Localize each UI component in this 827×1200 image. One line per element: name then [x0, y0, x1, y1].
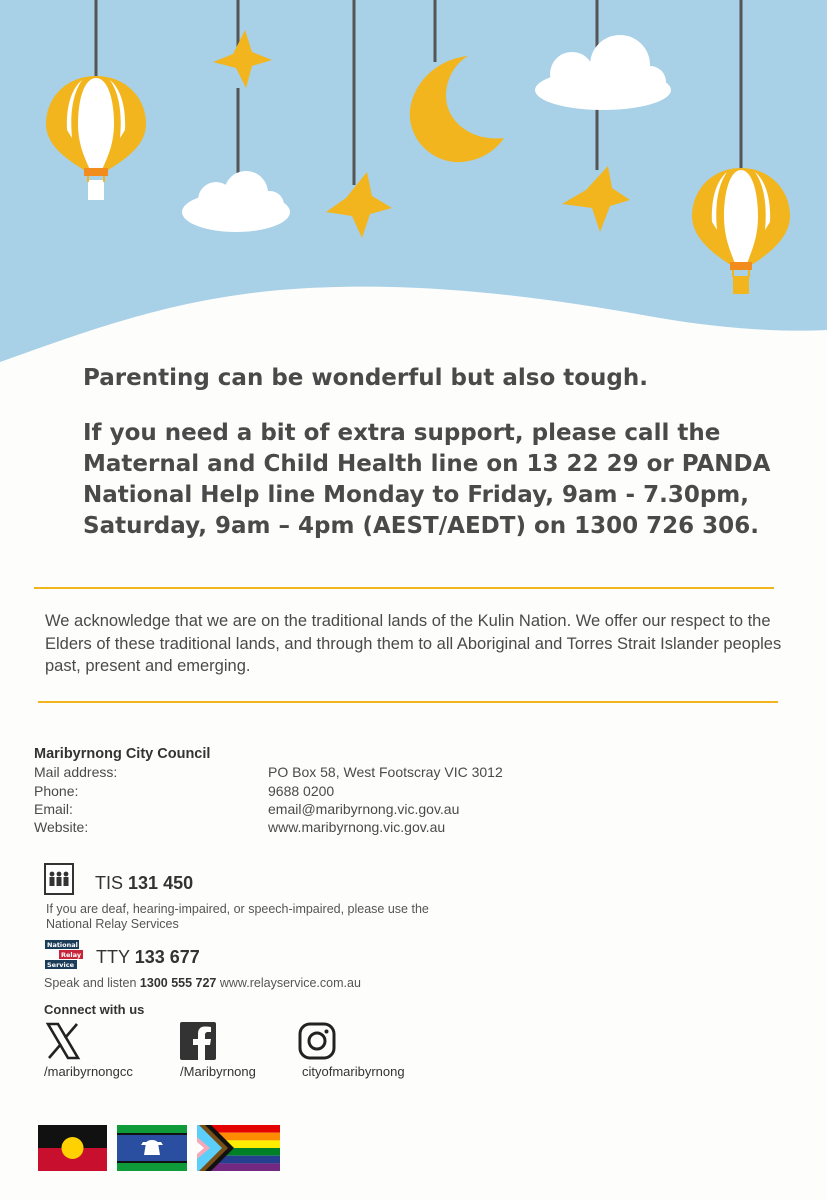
national-relay-service-logo [45, 940, 83, 970]
svg-text:Service: Service [47, 961, 75, 969]
social-instagram[interactable] [298, 1022, 405, 1079]
message-support: If you need a bit of extra support, please call the Maternal and Child Health line on 13 22 29 or PANDA National Help line Monday to Friday, 9am - 7.30pm, Saturday, 9am – 4pm (AEST/AEDT) on 1300 726 306. [83, 420, 771, 539]
instagram-handle[interactable]: cityofmaribyrnong [302, 1064, 405, 1079]
relay-line: Speak and listen 1300 555 727 www.relayservice.com.au [44, 976, 361, 990]
x-handle[interactable]: /maribyrnongcc [44, 1064, 133, 1079]
tis-line: TIS 131 450 [95, 873, 194, 893]
contact-label: Email: [34, 800, 73, 817]
aboriginal-flag [38, 1125, 107, 1176]
svg-text:National: National [47, 941, 78, 949]
council-contact [34, 745, 503, 836]
connect-title: Connect with us [44, 1002, 145, 1017]
acknowledgement-of-country: We acknowledge that we are on the traditional lands of the Kulin Nation. We offer our respect to the Elders of these traditional lands, and through them to all Aboriginal and Torres Strait Islander peoples past, present and emerging. [45, 612, 782, 675]
divider [34, 587, 774, 589]
website-link[interactable]: www.maribyrnong.vic.gov.au [268, 819, 446, 836]
phone-number: 9688 0200 [268, 782, 335, 799]
x-icon[interactable] [44, 1022, 82, 1060]
progress-pride-flag [197, 1125, 280, 1176]
header-illustration [0, 0, 827, 370]
social-facebook[interactable] [180, 1022, 256, 1079]
tty-number: 133 677 [134, 947, 200, 967]
torres-strait-islander-flag [117, 1125, 187, 1176]
relay-number: 1300 555 727 [139, 976, 217, 990]
relay-url[interactable]: www.relayservice.com.au [219, 976, 361, 990]
contact-label: Phone: [34, 782, 79, 799]
tty-line: TTY 133 677 [96, 947, 200, 967]
mail-address: PO Box 58, West Footscray VIC 3012 [268, 764, 503, 781]
facebook-icon[interactable] [180, 1022, 216, 1060]
interpreter-icon [44, 863, 74, 895]
email-link[interactable]: email@maribyrnong.vic.gov.au [268, 800, 460, 817]
contact-label: Website: [34, 819, 89, 836]
social-x[interactable] [44, 1022, 133, 1079]
contact-row [34, 800, 503, 818]
support-message [83, 362, 783, 542]
council-name: Maribyrnong City Council [34, 746, 211, 762]
message-intro: Parenting can be wonderful but also tough. [83, 365, 648, 391]
contact-row [34, 782, 503, 800]
contact-label: Mail address: [34, 764, 118, 781]
deaf-note: If you are deaf, hearing-impaired, or speech-impaired, please use the National Relay Services [46, 902, 429, 931]
contact-row [34, 818, 503, 836]
contact-row [34, 763, 503, 781]
facebook-handle[interactable]: /Maribyrnong [180, 1064, 256, 1079]
instagram-icon[interactable] [298, 1022, 336, 1060]
divider [38, 701, 778, 703]
tis-number: 131 450 [128, 873, 194, 893]
svg-text:Relay: Relay [61, 951, 82, 959]
